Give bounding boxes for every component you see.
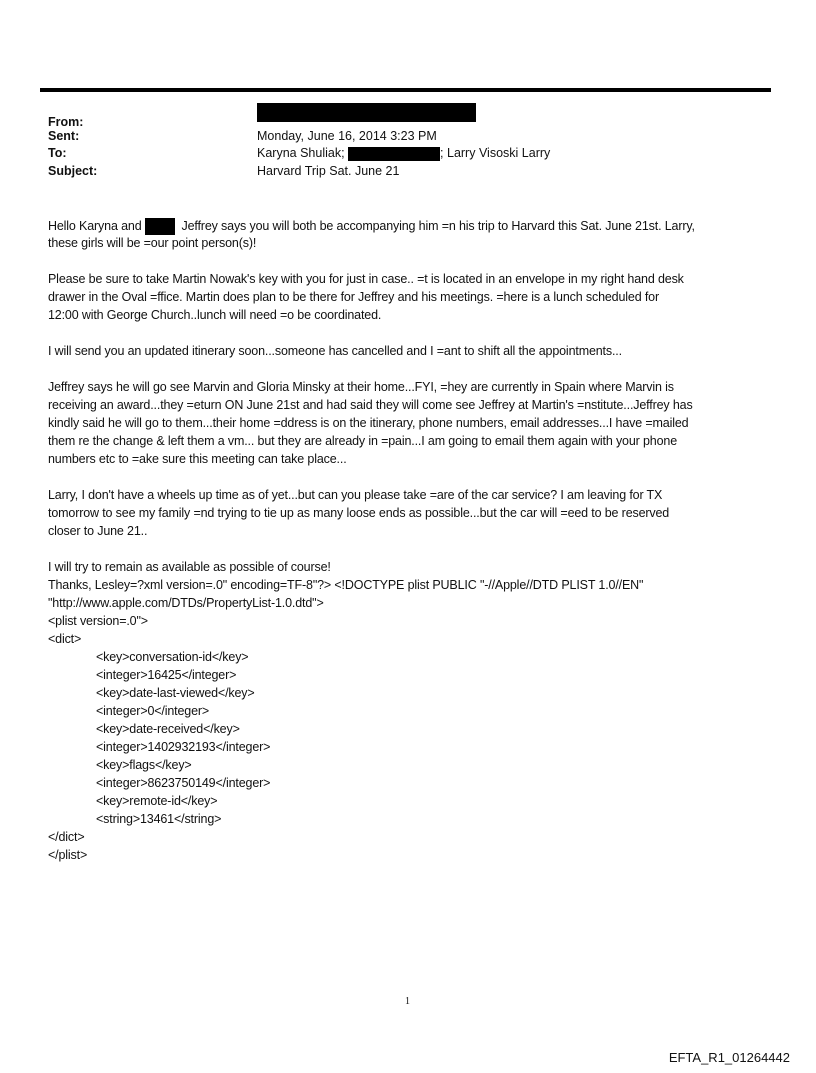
plist-line: <integer>16425</integer>	[96, 668, 237, 682]
body-line: closer to June 21..	[48, 524, 148, 538]
plist-line: <key>flags</key>	[96, 758, 192, 772]
subject-label: Subject:	[48, 164, 98, 178]
body-line: 12:00 with George Church..lunch will need =o be coordinated.	[48, 308, 382, 322]
plist-line: <key>date-received</key>	[96, 722, 240, 736]
plist-line: <integer>0</integer>	[96, 704, 210, 718]
page-number: 1	[405, 996, 410, 1007]
body-line: I will try to remain as available as possible of course!	[48, 560, 331, 574]
sent-value: Monday, June 16, 2014 3:23 PM	[257, 129, 437, 143]
to-recipient-1: Karyna Shuliak;	[257, 146, 345, 160]
plist-line: <string>13461</string>	[96, 812, 222, 826]
plist-line: </plist>	[48, 848, 88, 862]
plist-line: </dict>	[48, 830, 85, 844]
plist-line: <key>conversation-id</key>	[96, 650, 249, 664]
body-line: Thanks, Lesley=?xml version=.0" encoding=TF-8"?> <!DOCTYPE plist PUBLIC "-//Apple//DTD PLIST 1.0//EN"	[48, 578, 644, 592]
plist-line: <key>remote-id</key>	[96, 794, 218, 808]
body-line: <dict>	[48, 632, 82, 646]
body-line: them re the change & left them a vm... but they are already in =pain...I am going to email them again with your phone	[48, 434, 677, 448]
plist-line: <key>date-last-viewed</key>	[96, 686, 255, 700]
sent-label: Sent:	[48, 129, 80, 143]
body-line: I will send you an updated itinerary soon...someone has cancelled and I =ant to shift all the appointments...	[48, 344, 622, 358]
body-line: "http://www.apple.com/DTDs/PropertyList-1.0.dtd">	[48, 596, 324, 610]
plist-line: <integer>8623750149</integer>	[96, 776, 271, 790]
to-redacted	[348, 147, 440, 161]
body-line: kindly said he will go to them...their home =ddress is on the itinerary, phone numbers, email addresses...I have =mailed	[48, 416, 689, 430]
bates-number: EFTA_R1_01264442	[668, 1050, 790, 1065]
subject-value: Harvard Trip Sat. June 21	[257, 164, 400, 178]
body-line: Jeffrey says he will go see Marvin and Gloria Minsky at their home...FYI, =hey are currently in Spain where Marvin is	[48, 380, 674, 394]
body-line: <plist version=.0">	[48, 614, 148, 628]
name-redacted	[145, 218, 175, 235]
from-label: From:	[48, 115, 84, 129]
body-line: drawer in the Oval =ffice. Martin does plan to be there for Jeffrey and his meetings. =here is a lunch scheduled for	[48, 290, 659, 304]
body-line: receiving an award...they =eturn ON June 21st and had said they will come see Jeffrey at Martin's =nstitute...Jeffrey has	[48, 398, 693, 412]
body-line: Please be sure to take Martin Nowak's key with you for just in case.. =t is located in an envelope in my right hand desk	[48, 272, 684, 286]
body-line: these girls will be =our point person(s)!	[48, 236, 257, 250]
from-redacted	[257, 103, 476, 122]
body-line: numbers etc to =ake sure this meeting can take place...	[48, 452, 347, 466]
plist-line: <integer>1402932193</integer>	[96, 740, 271, 754]
body-line: Hello Karyna and Jeffrey says you will both be accompanying him =n his trip to Harvard this Sat. June 21st. Larry,	[48, 218, 695, 235]
body-line: tomorrow to see my family =nd trying to tie up as many loose ends as possible...but the car will =eed to be reserved	[48, 506, 670, 520]
to-recipient-rest: ; Larry Visoski Larry	[440, 146, 551, 160]
body-line: Larry, I don't have a wheels up time as of yet...but can you please take =are of the car service? I am leaving for TX	[48, 488, 663, 502]
to-label: To:	[48, 146, 67, 160]
to-value	[257, 146, 550, 161]
header-rule	[40, 88, 771, 92]
